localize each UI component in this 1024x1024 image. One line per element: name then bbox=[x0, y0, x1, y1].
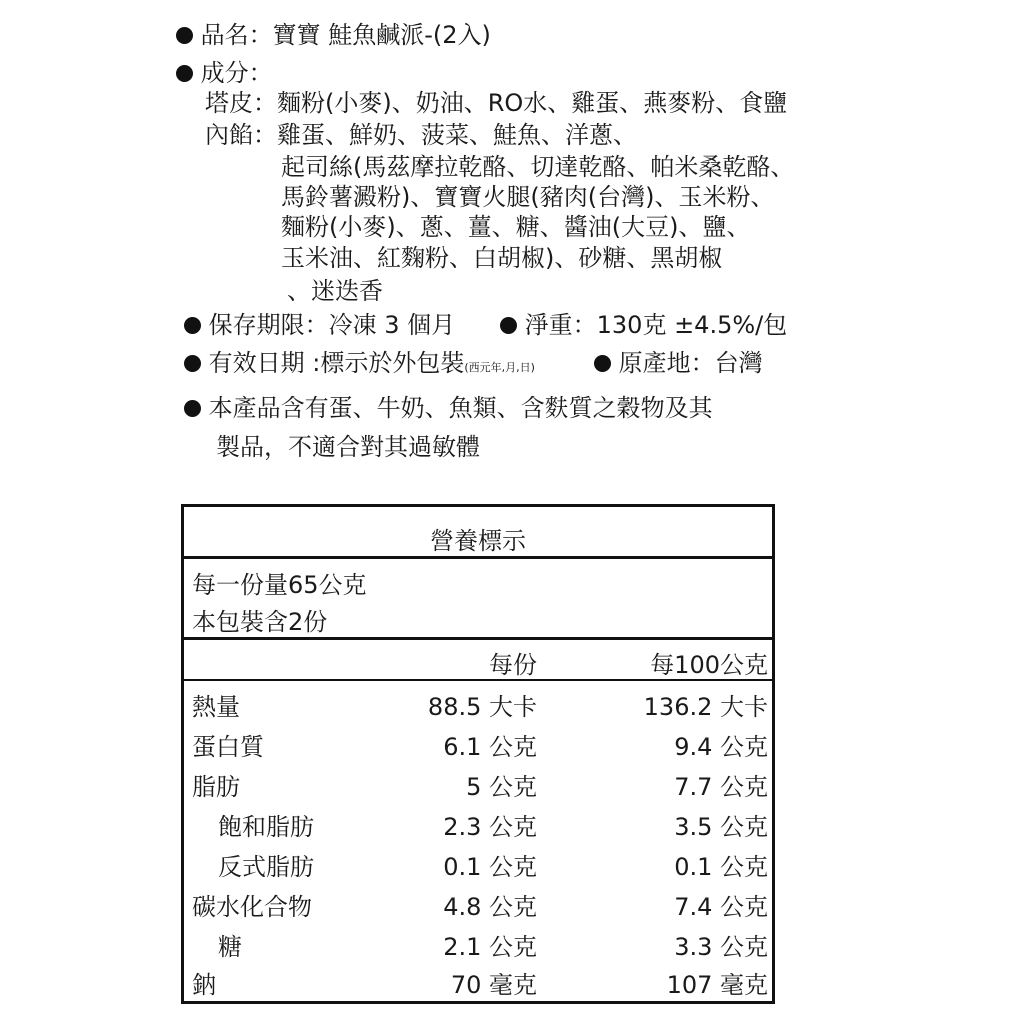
row-trans-fat-per-100g: 0.1 公克 bbox=[674, 853, 768, 881]
allergen-line bbox=[184, 393, 713, 423]
crust-ingredients: 塔皮：麵粉(小麥)、奶油、RO水、雞蛋、燕麥粉、食鹽 bbox=[205, 89, 788, 117]
row-sodium-per-100g: 107 毫克 bbox=[666, 971, 768, 999]
row-fat-per-100g: 7.7 公克 bbox=[674, 773, 768, 801]
bullet-icon bbox=[184, 355, 201, 372]
row-sodium-per-serving: 70 毫克 bbox=[450, 971, 537, 999]
filling-ingredients-5: 玉米油、紅麴粉、白胡椒)、砂糖、黑胡椒 bbox=[281, 244, 723, 272]
row-carbohydrate-label: 碳水化合物 bbox=[192, 893, 312, 921]
filling-ingredients-1: 內餡：雞蛋、鮮奶、菠菜、鮭魚、洋蔥、 bbox=[205, 121, 637, 149]
row-carbohydrate-per-100g: 7.4 公克 bbox=[674, 893, 768, 921]
row-saturated-fat-label: 飽和脂肪 bbox=[218, 813, 314, 841]
row-sugar-per-serving: 2.1 公克 bbox=[443, 933, 537, 961]
origin-line bbox=[594, 348, 763, 378]
shelf-life: 保存期限：冷凍 3 個月 bbox=[208, 311, 456, 339]
row-protein-label: 蛋白質 bbox=[192, 733, 264, 761]
expiry-note: (西元年,月,日) bbox=[464, 361, 535, 374]
divider bbox=[184, 679, 772, 681]
filling-ingredients-6: 、迷迭香 bbox=[287, 277, 383, 305]
origin: 原產地：台灣 bbox=[618, 349, 763, 377]
ingredients-heading-line bbox=[176, 58, 273, 88]
allergen-text-2: 製品，不適合對其過敏體 bbox=[216, 433, 480, 461]
row-protein-per-100g: 9.4 公克 bbox=[674, 733, 768, 761]
bullet-icon bbox=[594, 355, 611, 372]
row-calories-label: 熱量 bbox=[192, 693, 240, 721]
row-fat-per-serving: 5 公克 bbox=[466, 773, 537, 801]
filling-ingredients-2: 起司絲(馬茲摩拉乾酪、切達乾酪、帕米桑乾酪、 bbox=[281, 153, 795, 181]
filling-ingredients-4: 麵粉(小麥)、蔥、薑、糖、醬油(大豆)、鹽、 bbox=[281, 213, 751, 241]
bullet-icon bbox=[184, 400, 201, 417]
row-calories-per-serving: 88.5 大卡 bbox=[427, 693, 537, 721]
row-trans-fat-per-serving: 0.1 公克 bbox=[443, 853, 537, 881]
header-per-serving: 每份 bbox=[489, 651, 537, 679]
nutrition-table bbox=[181, 504, 775, 1004]
serving-size: 每一份量65公克 bbox=[192, 571, 367, 599]
product-name-line bbox=[176, 20, 491, 50]
shelf-life-line bbox=[184, 310, 455, 340]
header-per-100g: 每100公克 bbox=[650, 651, 768, 679]
row-calories-per-100g: 136.2 大卡 bbox=[643, 693, 768, 721]
bullet-icon bbox=[176, 65, 193, 82]
row-trans-fat-label: 反式脂肪 bbox=[218, 853, 314, 881]
divider bbox=[184, 556, 772, 559]
product-name: 品名：寶寶 鮭魚鹹派-(2入) bbox=[200, 21, 491, 49]
row-fat-label: 脂肪 bbox=[192, 773, 240, 801]
bullet-icon bbox=[184, 317, 201, 334]
bullet-icon bbox=[500, 317, 517, 334]
row-sodium-label: 鈉 bbox=[192, 971, 216, 999]
net-weight-line bbox=[500, 310, 787, 340]
divider bbox=[184, 637, 772, 640]
row-saturated-fat-per-100g: 3.5 公克 bbox=[674, 813, 768, 841]
ingredients-heading: 成分： bbox=[200, 59, 273, 87]
row-protein-per-serving: 6.1 公克 bbox=[443, 733, 537, 761]
expiry-line bbox=[184, 348, 535, 383]
bullet-icon bbox=[176, 27, 193, 44]
filling-ingredients-3: 馬鈴薯澱粉)、寶寶火腿(豬肉(台灣)、玉米粉、 bbox=[281, 183, 775, 211]
row-sugar-per-100g: 3.3 公克 bbox=[674, 933, 768, 961]
allergen-text-1: 本產品含有蛋、牛奶、魚類、含麩質之穀物及其 bbox=[208, 394, 713, 422]
nutrition-title: 營養標示 bbox=[430, 527, 526, 555]
row-sugar-label: 糖 bbox=[218, 933, 242, 961]
row-carbohydrate-per-serving: 4.8 公克 bbox=[443, 893, 537, 921]
expiry: 有效日期 :標示於外包裝 bbox=[208, 349, 465, 377]
net-weight: 淨重：130克 ±4.5%/包 bbox=[524, 311, 788, 339]
row-saturated-fat-per-serving: 2.3 公克 bbox=[443, 813, 537, 841]
servings-per-package: 本包裝含2份 bbox=[192, 608, 328, 636]
